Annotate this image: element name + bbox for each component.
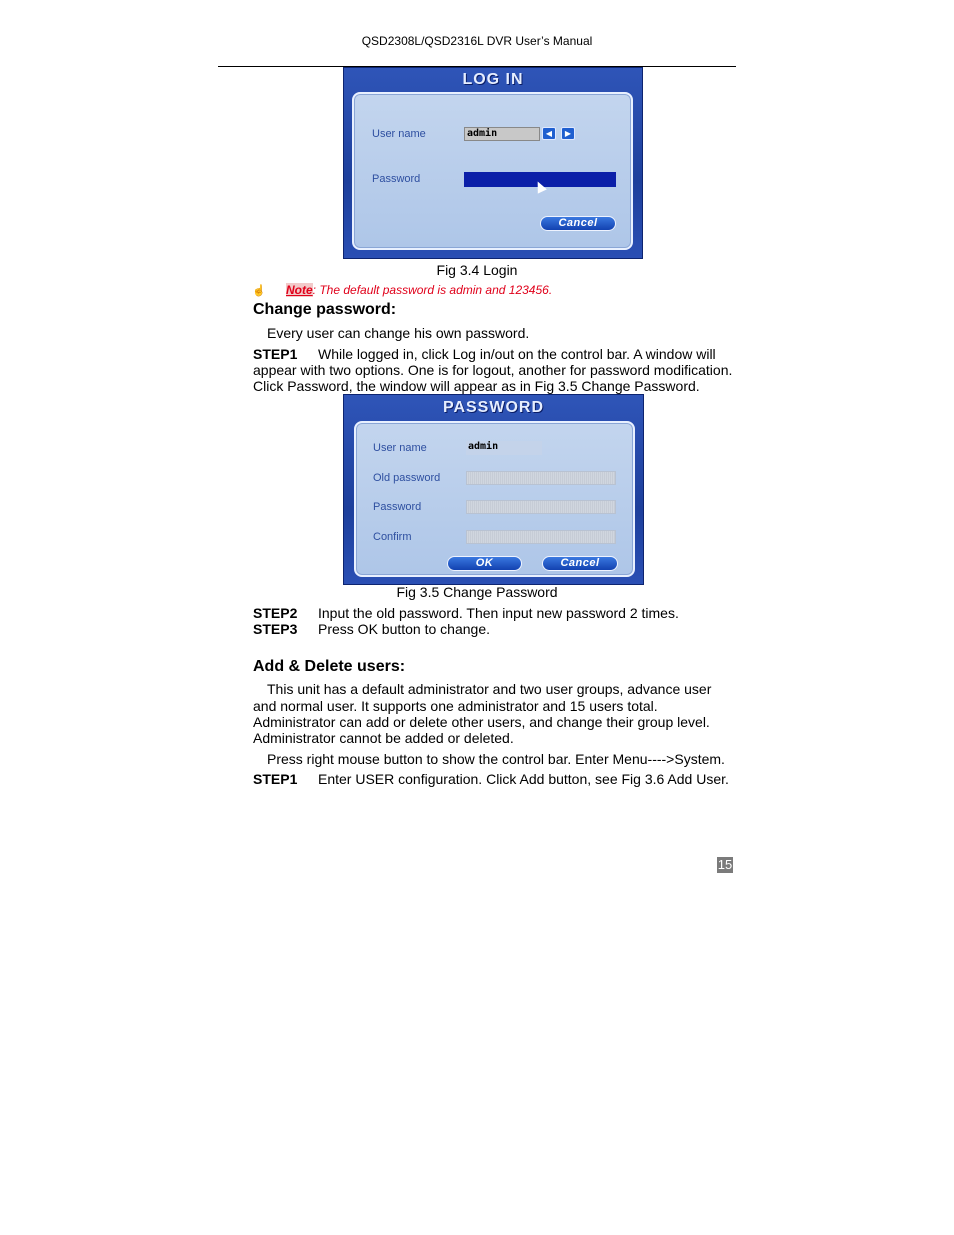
password-dialog-screenshot <box>343 394 644 585</box>
change-password-step1-line1: While logged in, click Log in/out on the control bar. A window will <box>318 346 716 362</box>
add-delete-para1-line4: Administrator cannot be added or deleted. <box>253 730 514 746</box>
old-password-label: Old password <box>373 472 441 484</box>
right-arrow-icon: ▶ <box>564 129 572 138</box>
confirm-password-label: Confirm <box>373 531 412 543</box>
login-password-label: Password <box>372 173 421 185</box>
password-dialog-panel <box>354 421 635 577</box>
add-delete-para1-line2: and normal user. It supports one administrator and 15 users total. <box>253 698 658 714</box>
document-header-title: QSD2308L/QSD2316L DVR User’s Manual <box>361 34 593 48</box>
pw-cancel-button[interactable]: Cancel <box>542 556 618 571</box>
fig-3-4-caption: Fig 3.4 Login <box>436 262 518 278</box>
login-dialog-title: LOG IN <box>462 71 524 88</box>
login-user-name-label: User name <box>372 128 426 140</box>
step2-text: Input the old password. Then input new password 2 times. <box>318 605 679 621</box>
login-cancel-button[interactable]: Cancel <box>540 216 616 231</box>
add-delete-heading: Add & Delete users: <box>253 658 406 675</box>
confirm-password-field[interactable] <box>466 530 616 544</box>
note-text <box>286 283 552 297</box>
old-password-field[interactable] <box>466 471 616 485</box>
add-delete-step1-label: STEP1 <box>253 771 298 787</box>
change-password-heading: Change password: <box>253 301 397 318</box>
pointing-hand-icon: ☝ <box>252 285 266 297</box>
add-delete-step1-text: Enter USER configuration. Click Add button, see Fig 3.6 Add User. <box>318 771 729 787</box>
note-label: Note <box>286 283 313 297</box>
new-password-label: Password <box>373 501 422 513</box>
login-user-name-field[interactable]: admin <box>464 127 540 141</box>
login-dialog-panel <box>352 92 633 250</box>
pw-user-name-label: User name <box>373 442 427 454</box>
change-password-step1-line3: Click Password, the window will appear as in Fig 3.5 Change Password. <box>253 378 700 394</box>
ok-button[interactable]: OK <box>447 556 522 571</box>
page-number: 15 <box>717 857 733 872</box>
step3-label: STEP3 <box>253 621 298 637</box>
add-delete-para1-line1: This unit has a default administrator and two user groups, advance user <box>267 681 712 697</box>
change-password-step1-label: STEP1 <box>253 346 298 362</box>
step3-text: Press OK button to change. <box>318 621 490 637</box>
new-password-field[interactable] <box>466 500 616 514</box>
login-user-prev-button[interactable] <box>542 127 556 140</box>
add-delete-para2: Press right mouse button to show the control bar. Enter Menu---->System. <box>267 751 725 767</box>
step2-label: STEP2 <box>253 605 298 621</box>
login-user-next-button[interactable] <box>561 127 575 140</box>
add-delete-para1-line3: Administrator can add or delete other users, and change their group level. <box>253 714 710 730</box>
change-password-intro: Every user can change his own password. <box>267 325 530 341</box>
fig-3-5-caption: Fig 3.5 Change Password <box>396 584 558 600</box>
left-arrow-icon: ◀ <box>545 129 553 138</box>
change-password-step1-line2: appear with two options. One is for logout, another for password modification. <box>253 362 733 378</box>
password-dialog-title: PASSWORD <box>442 399 545 416</box>
note-body: : The default password is admin and 123456. <box>312 283 553 297</box>
login-dialog-screenshot <box>343 67 643 259</box>
pw-user-name-value: admin <box>466 441 542 455</box>
